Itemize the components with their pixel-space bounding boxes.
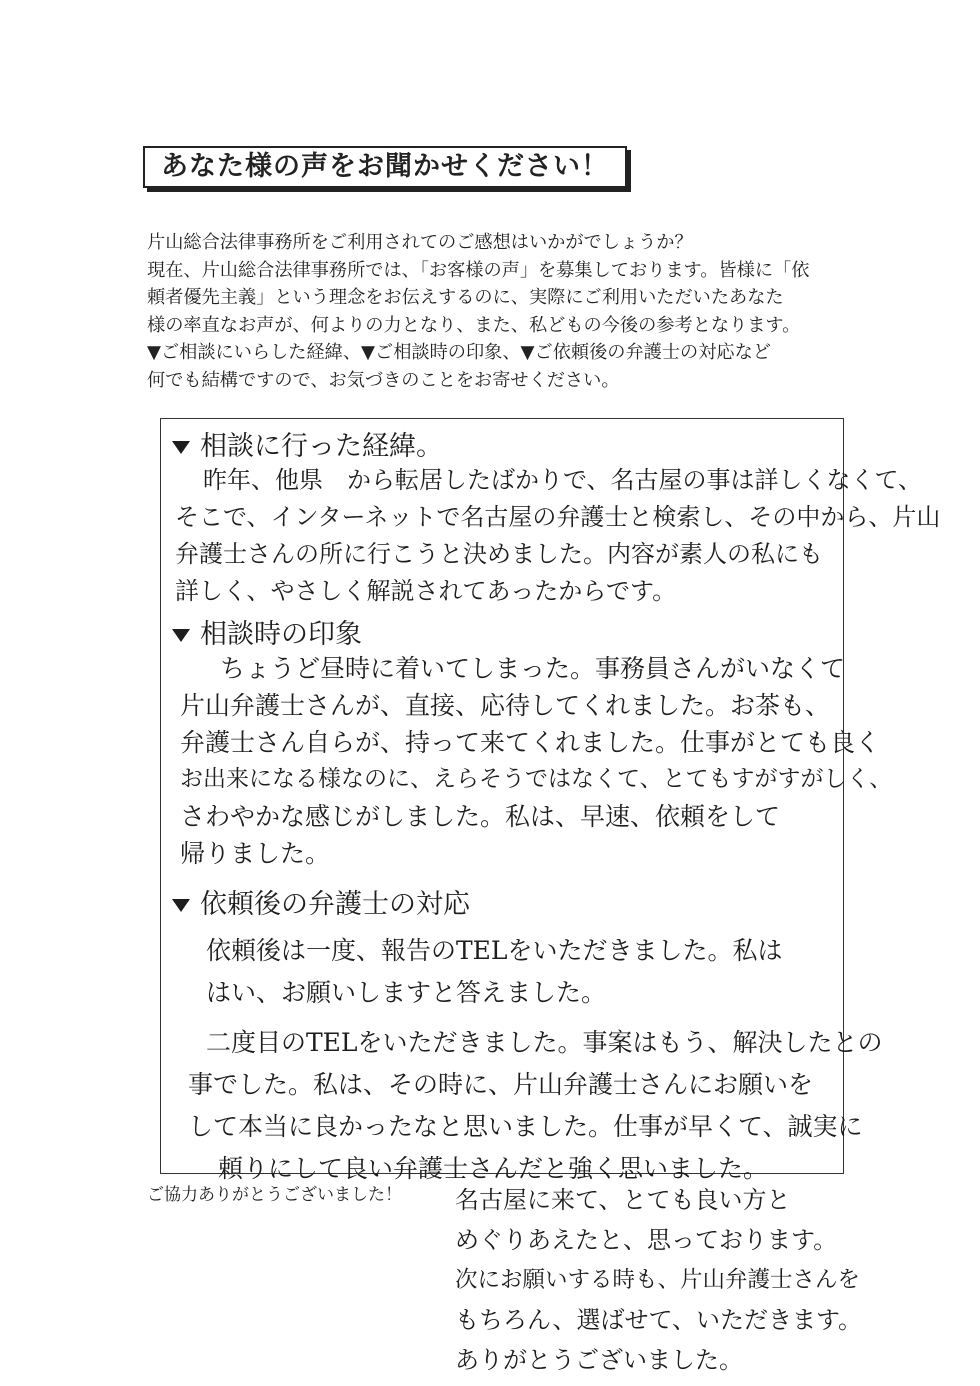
handwritten-line: 弁護士さん自らが、持って来てくれました。仕事がとても良く	[180, 728, 881, 757]
handwritten-line: 名古屋に来て、とても良い方と	[455, 1186, 791, 1214]
intro-line: 何でも結構ですので、お気づきのことをお寄せください。	[147, 369, 620, 391]
section-body	[175, 462, 940, 610]
handwritten-line: ありがとうございました。	[455, 1346, 743, 1374]
handwritten-line: 二度目のTELをいただきました。事案はもう、解決したとの	[206, 1028, 883, 1057]
handwritten-line: 帰りました。	[180, 839, 331, 868]
intro-line: 片山総合法律事務所をご利用されてのご感想はいかがでしょうか？	[147, 232, 693, 253]
page-title: あなた様の声をお聞かせください！	[143, 146, 627, 188]
handwritten-line: めぐりあえたと、思っております。	[455, 1226, 838, 1254]
handwritten-line: 頼りにして良い弁護士さんだと強く思いました。	[218, 1154, 769, 1183]
intro-line: 様の率直なお声が、何よりの力となり、また、私どもの今後の参考となります。	[147, 314, 801, 336]
intro-line: 頼者優先主義」という理念をお伝えするのに、実際にご利用いただいたあなた	[147, 287, 784, 308]
triangle-bullet-icon	[172, 899, 190, 912]
triangle-bullet-icon	[172, 441, 190, 454]
intro-line: ▼ご相談にいらした経緯、▼ご相談時の印象、▼ご依頼後の弁護士の対応など	[147, 342, 771, 363]
handwritten-line: もちろん、選ばせて、いただきます。	[455, 1306, 863, 1334]
handwritten-line: ちょうど昼時に着いてしまった。事務員さんがいなくて	[220, 654, 846, 683]
section-heading-consultation-impression	[172, 612, 362, 651]
section-heading-text: 相談に行った経緯。	[200, 431, 443, 462]
handwritten-line: はい、お願いしますと答えました。	[206, 978, 607, 1007]
handwritten-line: 詳しく、やさしく解説されてあったからです。	[175, 577, 677, 605]
section-body	[188, 930, 883, 1190]
section-heading-text: 依頼後の弁護士の対応	[200, 889, 470, 920]
handwritten-line: 弁護士さんの所に行こうと決めました。内容が素人の私にも	[175, 540, 823, 568]
handwritten-line: 次にお願いする時も、片山弁護士さんを	[455, 1267, 861, 1293]
handwritten-line: 片山弁護士さんが、直接、応待してくれました。お茶も、	[180, 691, 831, 720]
handwritten-line: そこで、インターネットで名古屋の弁護士と検索し、その中から、片山	[175, 503, 941, 531]
handwritten-line: さわやかな感じがしました。私は、早速、依頼をして	[180, 802, 781, 831]
handwritten-line: 昨年、他県 から転居したばかりで、名古屋の事は詳しくなくて、	[203, 466, 923, 494]
section-heading-consultation-reason	[172, 424, 443, 463]
section-heading-lawyer-response	[172, 882, 470, 921]
handwritten-line: お出来になる様なのに、えらそうではなくて、とてもすがすがしく、	[180, 766, 893, 792]
handwritten-line: 依頼後は一度、報告のTELをいただきました。私は	[206, 936, 783, 965]
handwritten-line: 事でした。私は、その時に、片山弁護士さんにお願いを	[188, 1070, 814, 1099]
triangle-bullet-icon	[172, 629, 190, 642]
handwritten-line: して本当に良かったなと思いました。仕事が早くて、誠実に	[188, 1112, 863, 1141]
thanks-text: ご協力ありがとうございました！	[147, 1185, 402, 1205]
intro-text	[147, 229, 847, 394]
section-heading-text: 相談時の印象	[200, 619, 362, 650]
closing-message	[455, 1180, 862, 1380]
section-body	[180, 650, 892, 872]
intro-line: 現在、片山総合法律事務所では、「お客様の声」を募集しております。皆様に「依	[147, 259, 810, 281]
